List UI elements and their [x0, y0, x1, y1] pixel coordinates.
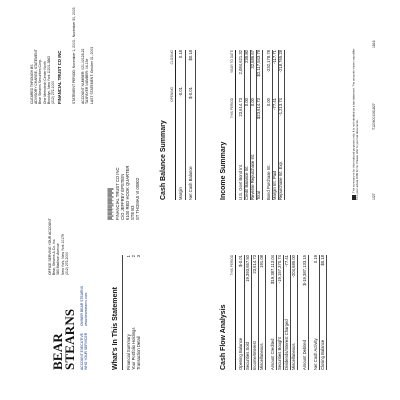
cash-flow-row-label: Amount Debited	[302, 339, 307, 370]
postal-barcode: |‖||‖|‖|‖|||‖|‖||‖||‖||	[108, 188, 114, 220]
cash-flow-row	[277, 255, 282, 370]
cbs-row-closing: 0.18	[178, 50, 183, 59]
income-row	[250, 50, 255, 200]
cash-flow-row-label: Securities Bought	[277, 337, 282, 370]
income-row	[244, 50, 249, 200]
clearing-line: Bear Stearns Securities Corp.	[38, 59, 43, 104]
divider	[235, 50, 236, 200]
cash-flow-row-value: -19,157,370.74	[277, 255, 282, 284]
income-row-ytd: 2,084,621.32	[238, 50, 243, 75]
income-row-label: Total	[256, 191, 261, 200]
cash-flow-row-value: 23,614.73	[252, 255, 257, 274]
divider	[122, 255, 123, 370]
clearing-line: ADVISORY CHARGE, STATEMENT	[34, 49, 39, 104]
cash-flow-row-label: Miscellaneous	[259, 343, 264, 370]
cash-flow-row	[270, 255, 275, 370]
account-executive-block	[80, 333, 88, 370]
income-row-label: Reverse Repurchase Int.	[250, 153, 255, 200]
income-row-period: 0.00	[266, 98, 271, 107]
whats-in-item-label: Financial Summary	[126, 334, 131, 370]
income-row-label: Margin Int. Paid	[272, 170, 277, 200]
office-line: OFFICE SERVING YOUR ACCOUNT	[48, 218, 52, 275]
clearing-line: CLEARED THROUGH BS	[30, 64, 34, 104]
cash-flow-row	[284, 255, 289, 370]
divider	[265, 255, 266, 370]
clearing-line: Brooklyn, New York 11201-3862	[46, 55, 51, 104]
taxpayer-value: 04-15e	[85, 58, 90, 70]
cbs-header-closing: CLOSING	[170, 50, 174, 65]
income-row-period: -77.41	[272, 98, 277, 110]
office-serving-block	[48, 218, 69, 275]
office-line: (212) 272-2000	[64, 251, 69, 275]
income-row-ytd: 32,686.67	[250, 50, 255, 69]
income-row	[278, 50, 283, 200]
income-header-ytd: YEAR TO DATE	[230, 50, 234, 74]
divider	[185, 50, 186, 200]
address-line: ST THOMAS VI 00802	[135, 177, 140, 220]
whats-in-item-page: 3	[136, 255, 141, 258]
cbs-row-label: Net Cash Balance	[188, 166, 193, 200]
income-row	[272, 50, 277, 200]
cbs-row-closing: $0.18	[188, 50, 193, 61]
taxpayer-label: TAXPAYER NUMBER:	[85, 70, 90, 104]
cash-flow-row-value: 0.19	[313, 255, 318, 264]
divider	[195, 50, 196, 200]
whats-in-item-label: Transaction Detail	[136, 336, 141, 370]
cash-flow-row-value: $0.18	[320, 255, 325, 266]
income-row-ytd: -232,178.78	[266, 50, 271, 73]
income-row	[238, 50, 243, 200]
whats-in-item[interactable]	[136, 255, 141, 370]
account-executive-label: ACCOUNT EXECUTIVE	[80, 333, 84, 370]
cash-flow-row-label: Opening Balance	[238, 337, 243, 370]
logo-line2: STEARNS	[62, 308, 77, 370]
cash-flow-row-value: -77.41	[284, 255, 289, 267]
clearing-block	[30, 49, 62, 104]
income-row-ytd: 235.80	[244, 50, 249, 63]
income-row-period: 23,614.73	[238, 98, 243, 117]
cbs-row-label: Margin	[178, 187, 183, 200]
income-row-ytd: -117.71	[272, 50, 277, 64]
cash-flow-row-value: -204,685.00	[291, 255, 296, 278]
divider	[262, 50, 263, 200]
divider	[308, 255, 309, 370]
divider	[297, 255, 298, 370]
divider	[284, 50, 285, 200]
firm-name: FINANCIAL TRUST CO INC	[57, 50, 63, 104]
whats-in-title: What's In This Statement	[112, 287, 119, 370]
servicer-label: WHO YOUR SERVICER	[84, 332, 89, 370]
cbs-header-opening: OPENING	[170, 87, 174, 102]
divider	[326, 255, 327, 370]
income-header-period: THIS PERIOD	[230, 98, 234, 119]
whats-in-item-page: 2	[131, 255, 136, 258]
clearing-line: One Metrotech Center North	[42, 61, 47, 104]
income-row-period: 0.00	[244, 98, 249, 107]
cash-flow-row-value: $-0.01	[238, 255, 243, 267]
cash-flow-row-value: $-19,387,133.15	[302, 255, 307, 286]
cbs-row	[188, 50, 193, 200]
owner-block	[80, 286, 88, 326]
office-line: 383 Madison Avenue	[56, 243, 61, 275]
divider	[235, 255, 236, 370]
clearing-line: (212) 272-1000	[51, 80, 56, 104]
cbs-row-opening: $-0.01	[188, 87, 193, 99]
last-statement-label: LAST STATEMENT:	[89, 74, 94, 104]
cash-flow-row-label: Miscellaneous	[291, 343, 296, 370]
mailing-address	[108, 166, 140, 220]
website-link[interactable]: www.bearstearns.com	[84, 292, 89, 326]
cash-flow-row-label: Amount Credited	[270, 338, 275, 370]
footer-right-code: 1816	[372, 40, 376, 48]
footer-left-code: 1/27	[372, 193, 376, 200]
cash-flow-row	[291, 255, 296, 370]
income-summary-title: Income Summary	[220, 141, 227, 200]
cash-flow-row	[320, 255, 325, 370]
account-value: 021-02128-22	[81, 48, 86, 70]
address-line: STE B3	[130, 205, 135, 220]
cash-flow-title: Cash Flow Analysis	[220, 304, 227, 370]
income-row-label: Repurchase Int. Exp.	[278, 160, 283, 200]
cash-flow-header: THIS PERIOD	[230, 255, 234, 276]
cash-flow-row-value: 19,393,657.50	[245, 255, 250, 282]
cash-flow-row-label: Income/Interest	[252, 341, 257, 370]
cash-flow-row	[302, 255, 307, 370]
income-row-ytd: -218,765.28	[278, 50, 283, 73]
logo-line1: BEAR	[50, 333, 65, 370]
cash-flow-row-label: Dividends/Interest Charged	[284, 319, 289, 370]
last-statement-value: October 31, 2003	[89, 46, 94, 74]
statement-info	[72, 7, 94, 104]
cbs-row-opening: -0.01	[178, 87, 183, 97]
owner-label: OWNER BEAR STEARNS	[80, 285, 84, 326]
address-line: FINANCIAL TRUST CO INC	[115, 167, 120, 220]
period-value: November 1, 2003 - November 30, 2003	[72, 7, 76, 69]
income-row-period: -1,213.74	[278, 98, 283, 116]
cash-flow-row	[259, 255, 264, 370]
footer-note-text: This summary is for informational purposes only. It is not intended as a tax statement. The amounts shown may differ from your actual 1099 forms. Please refer to your tax documents.	[351, 48, 360, 200]
cash-flow-row-label: Closing Balance	[320, 339, 325, 370]
office-line: Bear, Stearns & Co. Inc.	[52, 238, 57, 275]
cash-flow-row	[245, 255, 250, 370]
office-line: New York, New York 10179	[60, 234, 65, 275]
income-row-ytd: $2,117,543.79	[256, 50, 261, 77]
income-row-label: Credit Balance Int.	[244, 165, 249, 200]
cash-flow-row-label: Net Cash Activity	[313, 338, 318, 370]
period-label: STATEMENT PERIOD:	[72, 69, 76, 104]
cash-flow-row-label: Securities Sold	[245, 342, 250, 370]
income-row	[266, 50, 271, 200]
cash-balance-title: Cash Balance Summary	[160, 120, 167, 200]
cash-flow-row-value: $19,387,113.04	[270, 255, 275, 284]
footer-note	[352, 45, 360, 200]
cash-flow-row-value: 191.08	[259, 255, 264, 268]
income-row-period: $23,614.73	[256, 98, 261, 119]
cash-flow-row	[252, 255, 257, 370]
footer-mid-code: T1206001061827	[372, 103, 376, 130]
cash-flow-row	[313, 255, 318, 370]
whats-in-item-label: Your Portfolio Holdings	[131, 327, 136, 370]
cash-flow-row	[238, 255, 243, 370]
address-line: C/O JEFFREY EPSTEIN	[120, 173, 125, 220]
whats-in-item-page: 1	[126, 255, 131, 258]
address-line: 6100 RED HOOK QUARTER	[125, 165, 130, 220]
bear-stearns-logo	[52, 309, 76, 370]
income-row	[256, 50, 261, 200]
income-row-label: Bond Purchase Int.	[266, 164, 271, 200]
cbs-row	[178, 50, 183, 200]
income-row-label: U.S. Govt Bond Int.	[238, 163, 243, 200]
account-label: ACCOUNT NUMBER:	[81, 70, 86, 104]
whats-in-list	[126, 255, 141, 370]
income-row-period: 0.00	[250, 98, 255, 107]
divider	[175, 50, 176, 200]
